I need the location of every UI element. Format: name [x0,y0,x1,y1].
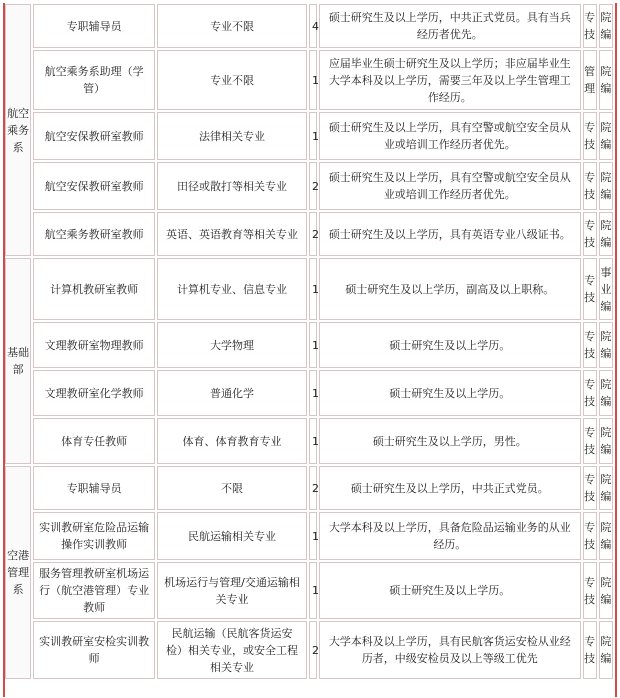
staffing-cell: 院 编 [599,322,613,368]
requirement-cell: 硕士研究生及以上学历，中共正式党员。具有当兵 经历者优先。 [319,4,581,48]
requirement-cell: 硕士研究生及以上学历。 [319,562,581,619]
position-cell: 体育专任教师 [33,418,155,464]
table-row [5,512,613,560]
position-cell: 航空乘务教研室教师 [33,212,155,256]
count-cell: 1 [309,562,317,619]
major-cell: 计算机专业、信息专业 [157,258,307,320]
staffing-cell: 院 编 [599,418,613,464]
table-row [5,466,613,510]
staffing-cell: 院 编 [599,512,613,560]
position-type-cell: 专 技 [583,322,597,368]
requirement-cell: 大学本科及以上学历，具有民航客货运安检从业经 历者，中级安检员及以上等级工优先 [319,621,581,679]
table-row [5,212,613,256]
major-cell: 大学物理 [157,322,307,368]
position-cell: 航空安保教研室教师 [33,112,155,160]
count-cell: 1 [309,512,317,560]
count-cell: 1 [309,370,317,416]
requirement-cell: 应届毕业生硕士研究生及以上学历；非应届毕业生 大学本科及以上学历，需要三年及以上学生管理工 作经历。 [319,50,581,110]
position-type-cell: 专 技 [583,562,597,619]
count-cell: 1 [309,50,317,110]
position-type-cell: 专 技 [583,4,597,48]
position-cell: 文理教研室化学教师 [33,370,155,416]
position-type-cell: 专 技 [583,112,597,160]
position-cell: 航空安保教研室教师 [33,162,155,210]
staffing-cell: 院 编 [599,621,613,679]
staffing-cell: 院 编 [599,370,613,416]
table-row [5,50,613,110]
major-cell: 田径或散打等相关专业 [157,162,307,210]
table-row [5,621,613,679]
requirement-cell: 硕士研究生及以上学历。 [319,322,581,368]
position-cell: 计算机教研室教师 [33,258,155,320]
department-cell: 航空 乘务 系 [5,4,31,256]
requirement-cell: 硕士研究生及以上学历，具有空警或航空安全员从 业或培训工作经历者优先。 [319,162,581,210]
count-cell: 1 [309,258,317,320]
table-row [5,258,613,320]
position-type-cell: 管 理 [583,50,597,110]
position-cell: 专职辅导员 [33,466,155,510]
position-type-cell: 专 技 [583,162,597,210]
table-row [5,162,613,210]
table-row [5,112,613,160]
table-row [5,418,613,464]
major-cell: 机场运行与管理/交通运输相 关专业 [157,562,307,619]
count-cell: 1 [309,418,317,464]
position-type-cell: 专 技 [583,212,597,256]
staffing-cell: 院 编 [599,162,613,210]
recruitment-table [3,2,615,681]
position-cell: 实训教研室危险品运输 操作实训教师 [33,512,155,560]
position-cell: 服务管理教研室机场运 行（航空港管理）专业 教师 [33,562,155,619]
position-cell: 专职辅导员 [33,4,155,48]
requirement-cell: 硕士研究生及以上学历，男性。 [319,418,581,464]
count-cell: 2 [309,621,317,679]
major-cell: 普通化学 [157,370,307,416]
staffing-cell: 院 编 [599,466,613,510]
table-row [5,562,613,619]
right-border-line [615,3,617,697]
major-cell: 体育、体育教育专业 [157,418,307,464]
count-cell: 1 [309,322,317,368]
position-cell: 实训教研室安检实训教 师 [33,621,155,679]
staffing-cell: 院 编 [599,562,613,619]
major-cell: 英语、英语教育等相关专业 [157,212,307,256]
position-cell: 航空乘务系助理（学 管） [33,50,155,110]
position-type-cell: 专 技 [583,466,597,510]
position-type-cell: 专 技 [583,512,597,560]
table-row [5,370,613,416]
count-cell: 2 [309,162,317,210]
requirement-cell: 硕士研究生及以上学历，具有空警或航空安全员从 业或培训工作经历者优先。 [319,112,581,160]
major-cell: 专业不限 [157,50,307,110]
major-cell: 不限 [157,466,307,510]
position-cell: 文理教研室物理教师 [33,322,155,368]
department-cell: 基础 部 [5,258,31,464]
requirement-cell: 硕士研究生及以上学历，具有英语专业八级证书。 [319,212,581,256]
count-cell: 2 [309,212,317,256]
staffing-cell: 院 编 [599,112,613,160]
requirement-cell: 硕士研究生及以上学历，副高及以上职称。 [319,258,581,320]
position-type-cell: 专 技 [583,370,597,416]
major-cell: 专业不限 [157,4,307,48]
staffing-cell: 院 编 [599,212,613,256]
requirement-cell: 硕士研究生及以上学历。 [319,370,581,416]
count-cell: 1 [309,112,317,160]
count-cell: 2 [309,466,317,510]
table-row [5,322,613,368]
count-cell: 4 [309,4,317,48]
staffing-cell: 院 编 [599,4,613,48]
table-row [5,4,613,48]
position-type-cell: 专 技 [583,258,597,320]
staffing-cell: 院 编 [599,50,613,110]
major-cell: 民航运输相关专业 [157,512,307,560]
department-cell: 空港 管理 系 [5,466,31,679]
requirement-cell: 大学本科及以上学历，具备危险品运输业务的从业 经历。 [319,512,581,560]
major-cell: 民航运输（民航客货运安 检）相关专业，或安全工程 相关专业 [157,621,307,679]
position-type-cell: 专 技 [583,418,597,464]
staffing-cell: 事 业 编 [599,258,613,320]
major-cell: 法律相关专业 [157,112,307,160]
requirement-cell: 硕士研究生及以上学历，中共正式党员。 [319,466,581,510]
position-type-cell: 专 技 [583,621,597,679]
